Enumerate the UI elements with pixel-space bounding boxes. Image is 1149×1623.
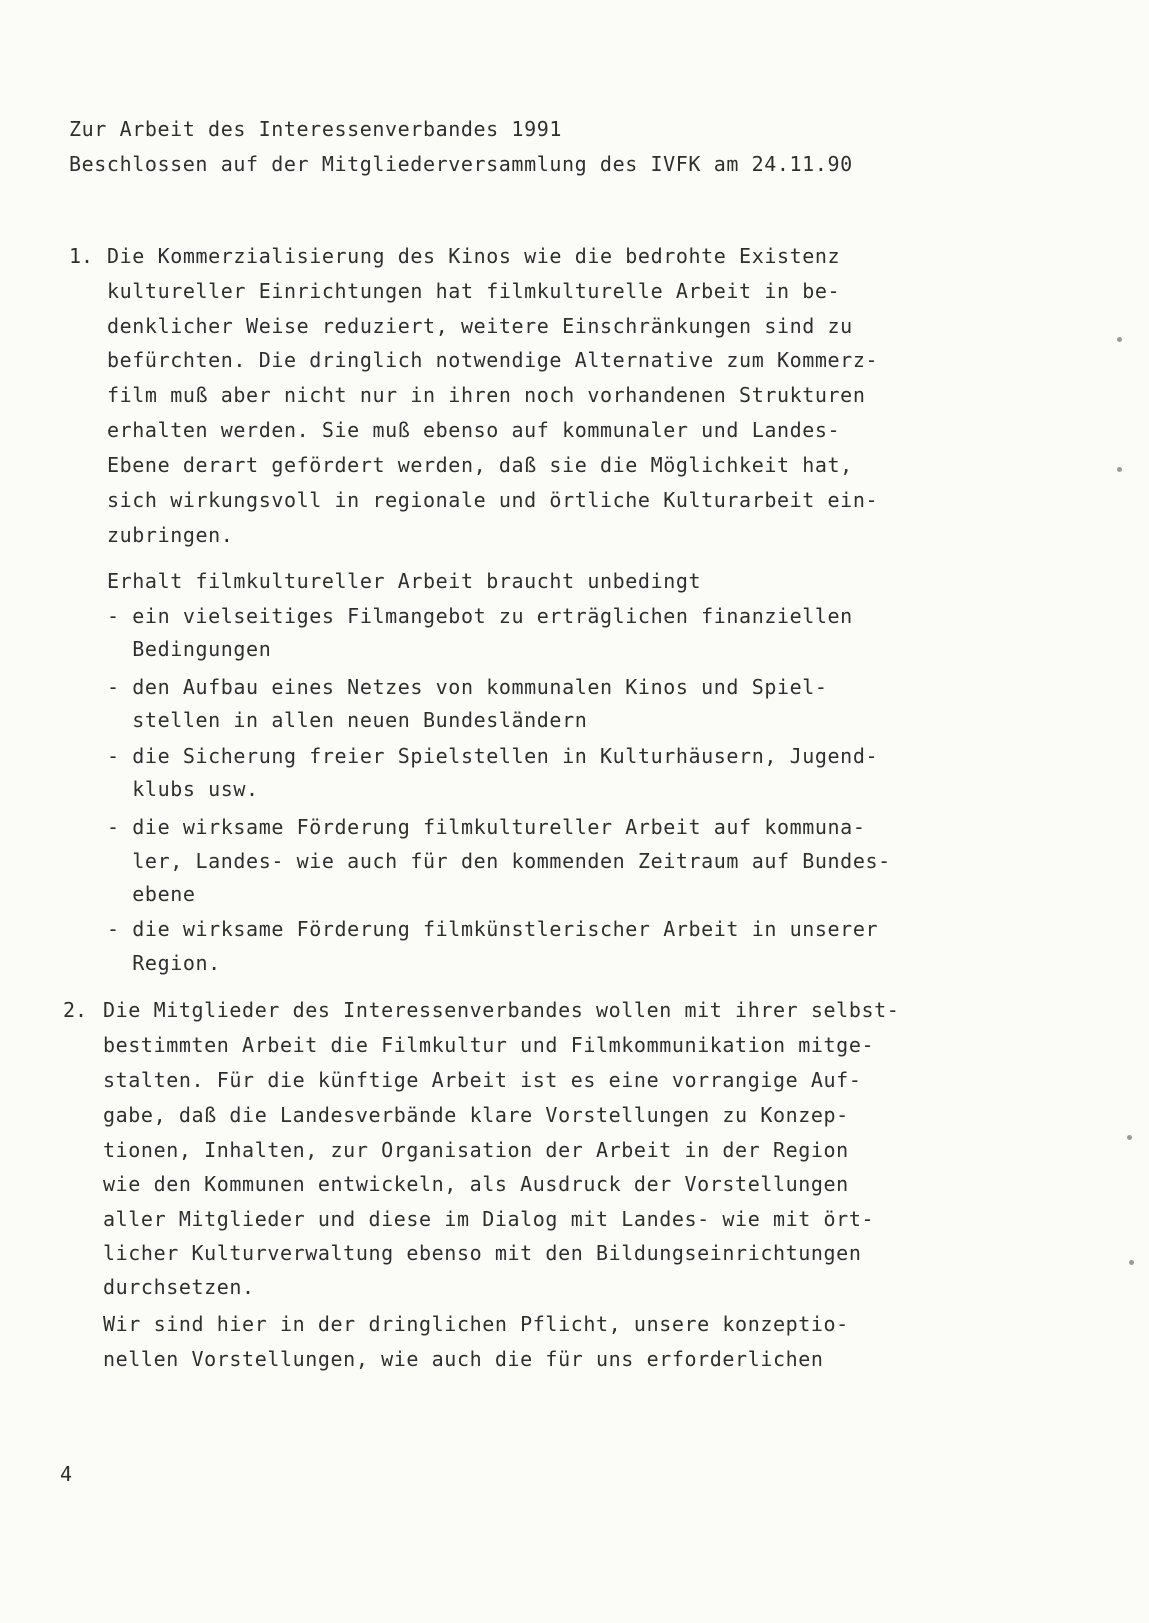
scan-speck: [1117, 467, 1122, 472]
section-2-line: stalten. Für die künftige Arbeit ist es eine vorrangige Auf-: [103, 1068, 862, 1092]
section-2-line: bestimmten Arbeit die Filmkultur und Filmkommunikation mitge-: [103, 1033, 875, 1057]
bullet-item: - den Aufbau eines Netzes von kommunalen Kinos und Spiel-: [107, 675, 828, 699]
section-1-intro: Erhalt filmkultureller Arbeit braucht unbedingt: [107, 569, 702, 593]
section-1-line: befürchten. Die dringlich notwendige Alternative zum Kommerz-: [107, 348, 879, 372]
scan-speck: [1127, 1135, 1132, 1140]
section-2-line: Wir sind hier in der dringlichen Pflicht, unsere konzeptio-: [103, 1312, 849, 1336]
bullet-item: - ein vielseitiges Filmangebot zu erträglichen finanziellen: [107, 604, 853, 628]
section-1-line: denklicher Weise reduziert, weitere Einschränkungen sind zu: [107, 314, 853, 338]
bullet-item: ebene: [107, 882, 196, 906]
section-1-line: erhalten werden. Sie muß ebenso auf kommunaler und Landes-: [107, 418, 841, 442]
section-1-line: sich wirkungsvoll in regionale und örtliche Kulturarbeit ein-: [107, 488, 879, 512]
section-1-line: zubringen.: [107, 523, 234, 547]
section-2-line: Die Mitglieder des Interessenverbandes wollen mit ihrer selbst-: [103, 998, 900, 1022]
section-2-number: 2.: [63, 998, 88, 1022]
section-1-line: film muß aber nicht nur in ihren noch vorhandenen Strukturen: [107, 383, 866, 407]
section-2-line: nellen Vorstellungen, wie auch die für uns erforderlichen: [103, 1347, 824, 1371]
section-1-line: Die Kommerzialisierung des Kinos wie die bedrohte Existenz: [107, 244, 841, 268]
bullet-item: Region.: [107, 951, 221, 975]
document-title: Zur Arbeit des Interessenverbandes 1991: [69, 117, 562, 141]
section-2-line: licher Kulturverwaltung ebenso mit den Bildungseinrichtungen: [103, 1241, 862, 1265]
section-2-line: durchsetzen.: [103, 1275, 255, 1299]
bullet-item: ler, Landes- wie auch für den kommenden Zeitraum auf Bundes-: [107, 849, 891, 873]
section-2-line: gabe, daß die Landesverbände klare Vorstellungen zu Konzep-: [103, 1103, 849, 1127]
section-2-line: tionen, Inhalten, zur Organisation der Arbeit in der Region: [103, 1138, 849, 1162]
bullet-item: - die wirksame Förderung filmkultureller Arbeit auf kommuna-: [107, 815, 866, 839]
bullet-item: klubs usw.: [107, 777, 259, 801]
section-2-line: aller Mitglieder und diese im Dialog mit Landes- wie mit ört-: [103, 1207, 875, 1231]
scan-speck: [1129, 1260, 1134, 1265]
bullet-item: - die Sicherung freier Spielstellen in Kulturhäusern, Jugend-: [107, 744, 879, 768]
bullet-item: Bedingungen: [107, 637, 272, 661]
bullet-item: - die wirksame Förderung filmkünstlerischer Arbeit in unserer: [107, 917, 879, 941]
page-number: 4: [60, 1462, 73, 1486]
section-2-line: wie den Kommunen entwickeln, als Ausdruck der Vorstellungen: [103, 1172, 849, 1196]
section-1-number: 1.: [69, 244, 94, 268]
bullet-item: stellen in allen neuen Bundesländern: [107, 708, 588, 732]
section-1-line: kultureller Einrichtungen hat filmkulturelle Arbeit in be-: [107, 279, 841, 303]
scan-speck: [1117, 337, 1122, 342]
section-1-line: Ebene derart gefördert werden, daß sie die Möglichkeit hat,: [107, 453, 853, 477]
document-subtitle: Beschlossen auf der Mitgliederversammlung des IVFK am 24.11.90: [69, 152, 853, 176]
